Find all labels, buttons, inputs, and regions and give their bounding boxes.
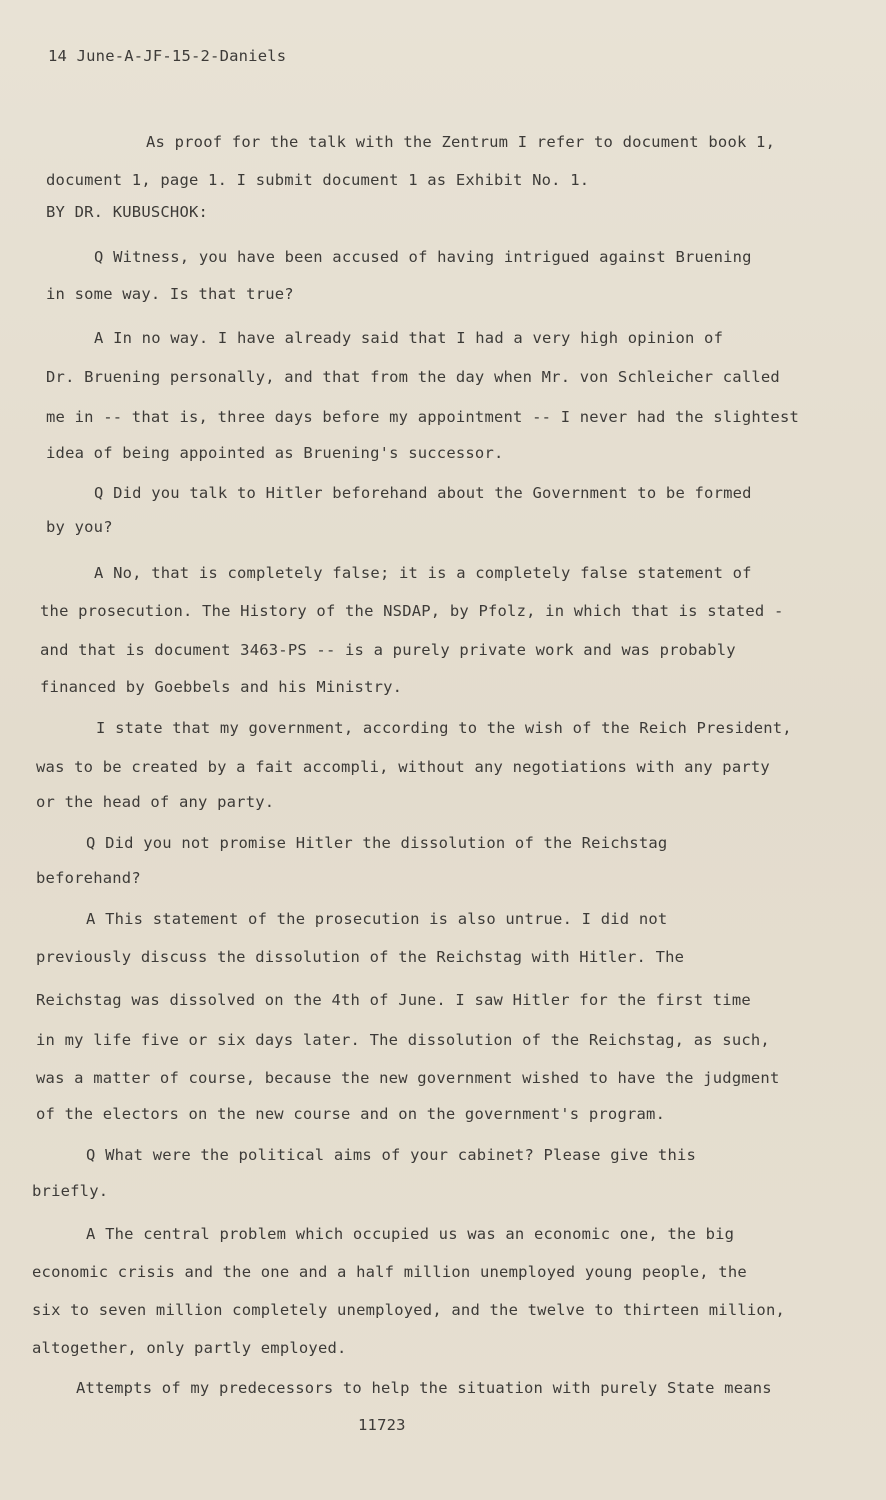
text-line: altogether, only partly employed. <box>32 1339 347 1357</box>
text-line: of the electors on the new course and on the government's program. <box>36 1105 666 1123</box>
text-line: A This statement of the prosecution is also untrue. I did not <box>86 910 668 928</box>
text-line: Q Did you not promise Hitler the dissolution of the Reichstag <box>86 834 668 852</box>
text-line: Attempts of my predecessors to help the situation with purely State means <box>76 1379 772 1397</box>
text-line: previously discuss the dissolution of the Reichstag with Hitler. The <box>36 948 685 966</box>
text-line: beforehand? <box>36 869 141 887</box>
text-line: idea of being appointed as Bruening's successor. <box>46 444 504 462</box>
text-line: or the head of any party. <box>36 793 275 811</box>
text-line: A In no way. I have already said that I had a very high opinion of <box>94 329 724 347</box>
text-line: I state that my government, according to the wish of the Reich President, <box>96 719 792 737</box>
text-line: Dr. Bruening personally, and that from the day when Mr. von Schleicher called <box>46 368 780 386</box>
text-line: A No, that is completely false; it is a completely false statement of <box>94 564 752 582</box>
text-line: was to be created by a fait accompli, without any negotiations with any party <box>36 758 770 776</box>
text-line: was a matter of course, because the new government wished to have the judgment <box>36 1069 780 1087</box>
text-line: As proof for the talk with the Zentrum I refer to document book 1, <box>146 133 776 151</box>
text-line: Reichstag was dissolved on the 4th of June. I saw Hitler for the first time <box>36 991 751 1009</box>
text-line: document 1, page 1. I submit document 1 as Exhibit No. 1. <box>46 171 590 189</box>
text-line: economic crisis and the one and a half million unemployed young people, the <box>32 1263 747 1281</box>
text-line: financed by Goebbels and his Ministry. <box>40 678 403 696</box>
text-line: me in -- that is, three days before my appointment -- I never had the slightest <box>46 408 800 426</box>
text-line: Q Witness, you have been accused of having intrigued against Bruening <box>94 248 752 266</box>
text-line: in some way. Is that true? <box>46 285 294 303</box>
text-line: and that is document 3463-PS -- is a purely private work and was probably <box>40 641 736 659</box>
text-line: the prosecution. The History of the NSDAP, by Pfolz, in which that is stated - <box>40 602 784 620</box>
text-line: in my life five or six days later. The dissolution of the Reichstag, as such, <box>36 1031 770 1049</box>
text-line: by you? <box>46 518 113 536</box>
text-line: A The central problem which occupied us was an economic one, the big <box>86 1225 735 1243</box>
text-line: Q Did you talk to Hitler beforehand about the Government to be formed <box>94 484 752 502</box>
page-header: 14 June-A-JF-15-2-Daniels <box>48 47 287 65</box>
text-line: Q What were the political aims of your cabinet? Please give this <box>86 1146 697 1164</box>
text-line: six to seven million completely unemployed, and the twelve to thirteen million, <box>32 1301 786 1319</box>
text-line: BY DR. KUBUSCHOK: <box>46 203 209 221</box>
text-line: briefly. <box>32 1182 109 1200</box>
page-number: 11723 <box>358 1416 406 1434</box>
